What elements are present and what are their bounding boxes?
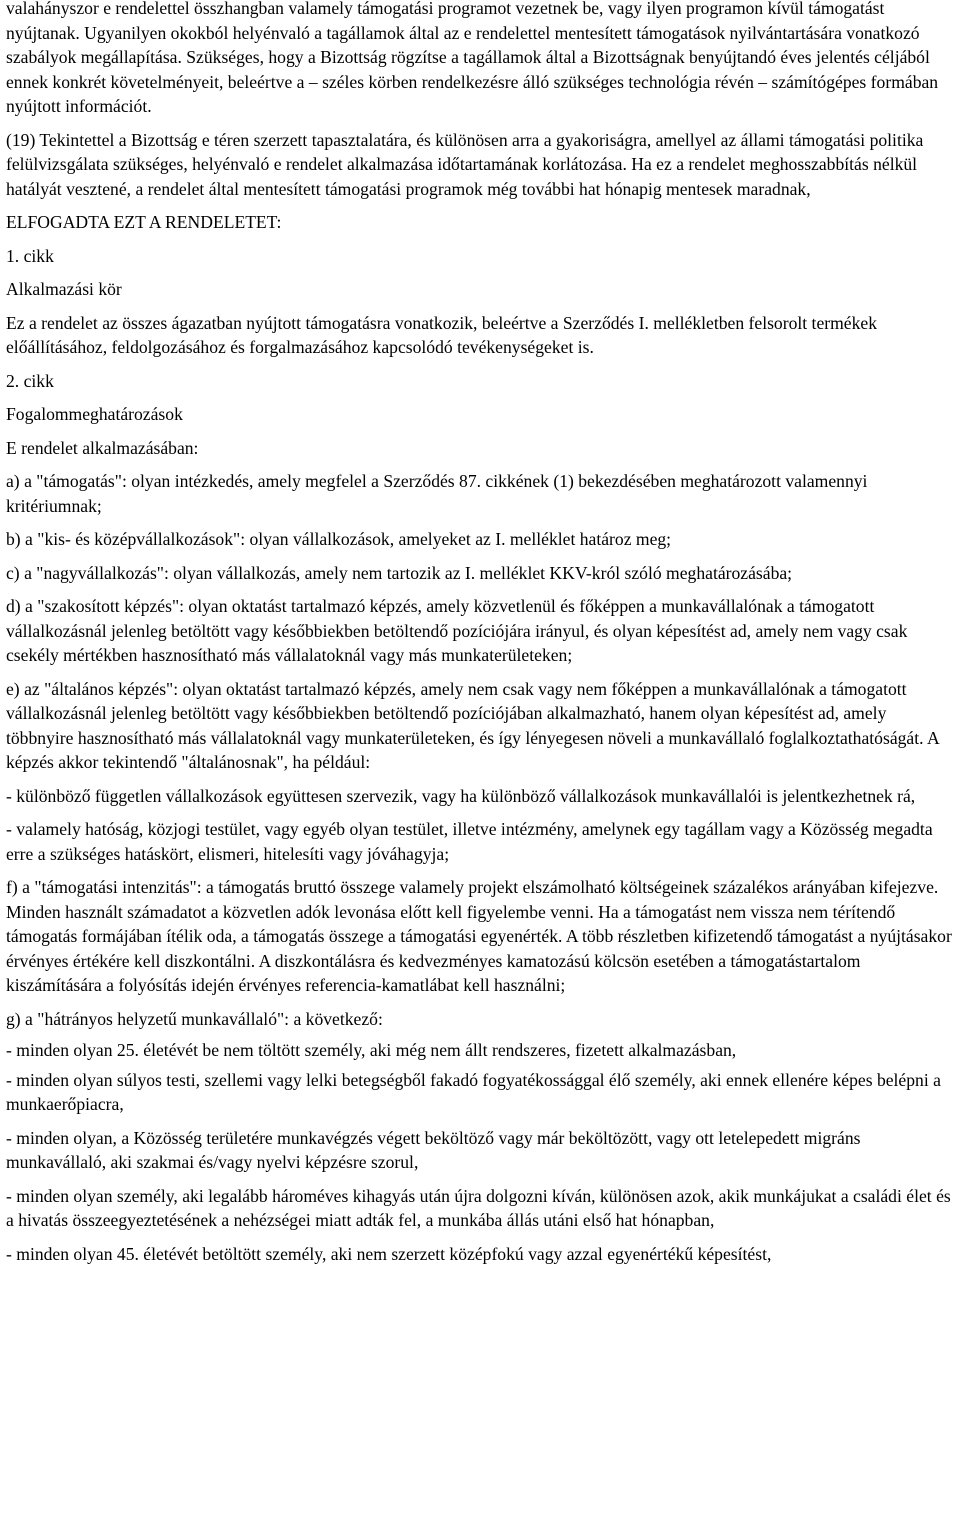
definition-g-bullet-3: - minden olyan, a Közösség területére munkavégzés végett beköltöző vagy már beköltözött, vagy ott letelepedett migráns munkavállaló, aki szakmai és/vagy nyelvi képzésre szorul, xyxy=(6,1127,861,1172)
article-2-intro: E rendelet alkalmazásában: xyxy=(6,437,199,458)
definition-d: d) a "szakosított képzés": olyan oktatást tartalmazó képzés, amely közvetlenül és főképpen a munkavállalónak a támogatott vállalkozásnál jelenleg betöltött vagy későbbiekben betöltendő pozíciójára irányul, és olyan képesítést ad, amely nem vagy csak csekély mértékben hasznosítható más vállalatoknál vagy más munkaterületeken; xyxy=(6,596,908,665)
article-2-number: 2. cikk xyxy=(6,370,54,391)
article-1-body: Ez a rendelet az összes ágazatban nyújtott támogatásra vonatkozik, beleértve a Szerződés I. mellékletben felsorolt termékek előállításához, feldolgozásához és forgalmazásához kapcsolódó tevékenységeket is. xyxy=(6,312,878,357)
definition-e: e) az "általános képzés": olyan oktatást tartalmazó képzés, amely nem csak vagy nem főképpen a munkavállalónak a támogatott vállalkozásnál jelenleg betöltött vagy későbbiekben betöltendő pozíciójában alkalmazható, hanem olyan képesítést ad, amely többnyire hasznosítható más vállalatoknál vagy munkaterületeken, és így lényegesen növeli a munkavállaló foglalkoztathatóságát. A képzés akkor tekintendő "általánosnak", ha például: xyxy=(6,678,939,772)
definition-b: b) a "kis- és középvállalkozások": olyan vállalkozások, amelyeket az I. melléklet határoz meg; xyxy=(6,529,672,549)
article-1-title: Alkalmazási kör xyxy=(6,279,122,299)
definition-g-bullet-5: - minden olyan 45. életévét betöltött személy, aki nem szerzett középfokú vagy azzal egyenértékű képesítést, xyxy=(6,1243,772,1264)
definition-a: a) a "támogatás": olyan intézkedés, amely megfelel a Szerződés 87. cikkének (1) bekezdésében meghatározott valamennyi kritériumnak; xyxy=(6,471,868,516)
definition-f: f) a "támogatási intenzitás": a támogatás bruttó összege valamely projekt elszámolható költségeinek százalékos arányában kifejezve. Minden használt számadatot a közvetlen adók levonása előtt kell figyelembe venni. Ha a támogatást nem vissza nem térítendő támogatás formájában ítélik oda, a támogatás összege a támogatási egyenérték. A több részletben kifizetendő támogatást a nyújtásakor érvényes értékére kell diszkontálni. A diszkontálásra és kedvezményes kamatozású kölcsön esetében a támogatástartalom kiszámítására a folyósítás idején érvényes referencia-kamatlábat kell használni; xyxy=(6,877,952,995)
article-2-title: Fogalommeghatározások xyxy=(6,404,183,424)
definition-e-bullet-1: - különböző független vállalkozások együttesen szervezik, vagy ha különböző vállalkozások munkavállalói is jelentkezhetnek rá, xyxy=(6,785,916,806)
paragraph-recital-18-end: valahányszor e rendelettel összhangban valamely támogatási programot vezetnek be, vagy ilyen programon kívül támogatást nyújtanak. Ugyanilyen okokból helyénvaló a tagállamok által az e rendelettel mentesített támogatások nyilvántartására vonatkozó szabályok megállapítása. Szükséges, hogy a Bizottság rögzítse a tagállamok által a Bizottságnak benyújtandó éves jelentés céljából ennek konkrét követelményeit, beleértve a – széles körben rendelkezésre álló szükséges technológia révén – számítógépes formában nyújtott információt. xyxy=(6,0,939,116)
definition-c: c) a "nagyvállalkozás": olyan vállalkozás, amely nem tartozik az I. melléklet KKV-król szóló meghatározásába; xyxy=(6,562,793,583)
definition-g-bullet-2: - minden olyan súlyos testi, szellemi vagy lelki betegségből fakadó fogyatékossággal élő személy, aki ennek ellenére képes belépni a munkaerőpiacra, xyxy=(6,1069,941,1114)
article-1-number: 1. cikk xyxy=(6,245,54,266)
definition-g: g) a "hátrányos helyzetű munkavállaló": a következő: xyxy=(6,1008,383,1029)
adoption-heading: ELFOGADTA EZT A RENDELETET: xyxy=(6,212,282,232)
definition-g-bullet-4: - minden olyan személy, aki legalább hároméves kihagyás után újra dolgozni kíván, különösen azok, akik munkájukat a családi élet és a hivatás összeegyeztetésének a nehézségei miatt adták fel, a munkába állás utáni első hat hónapban, xyxy=(6,1185,951,1230)
definition-g-bullet-1: - minden olyan 25. életévét be nem töltött személy, aki még nem állt rendszeres, fizetett alkalmazásban, xyxy=(6,1040,737,1060)
definition-e-bullet-2: - valamely hatóság, közjogi testület, vagy egyéb olyan testület, illetve intézmény, amelynek egy tagállam vagy a Közösség megadta erre a szükséges hatáskört, elismeri, hitelesíti vagy jóváhagyja; xyxy=(6,819,933,864)
paragraph-recital-19: (19) Tekintettel a Bizottság e téren szerzett tapasztalatára, és különösen arra a gyakoriságra, amellyel az állami támogatási politika felülvizsgálata szükséges, helyénvaló e rendelet alkalmazása időtartamának korlátozása. Ha ez a rendelet meghosszabbítás nélkül hatályát vesztené, a rendelet által mentesített támogatási programok még további hat hónapig mentesek maradnak, xyxy=(6,129,924,199)
